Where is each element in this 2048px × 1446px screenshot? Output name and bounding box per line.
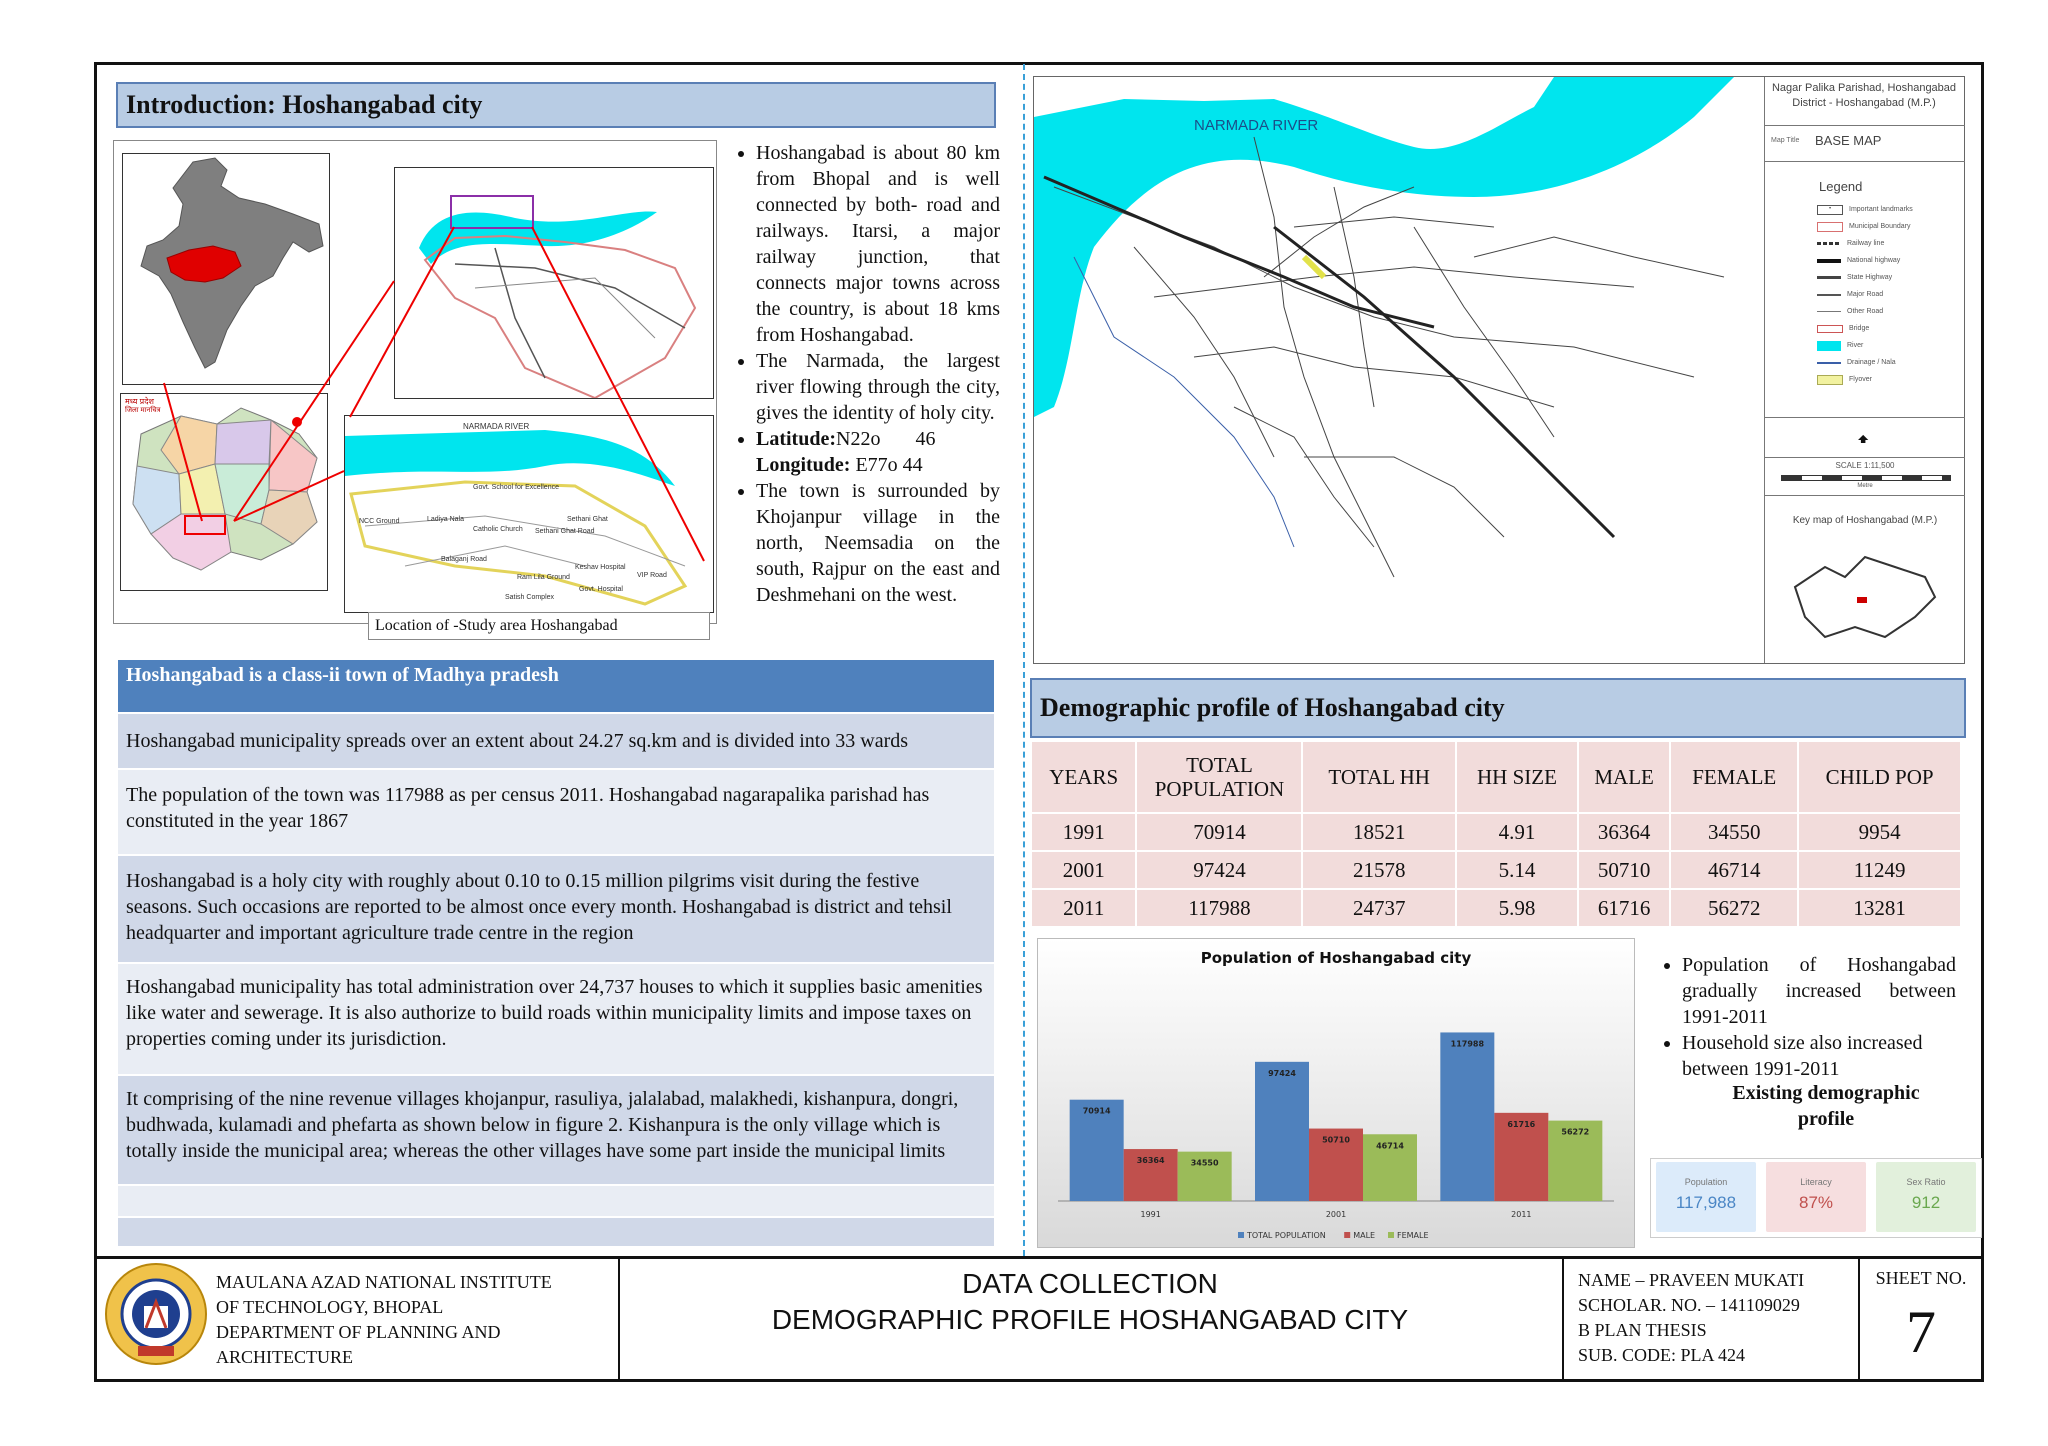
demographic-note-2: • Household size also increased between 1991-2011 [1682, 1030, 1956, 1082]
cell-year: 2011 [1032, 889, 1136, 926]
col-male: MALE [1578, 742, 1670, 813]
inset-label-hospital: Govt. Hospital [579, 586, 623, 593]
longitude-value: E77o 44 [850, 454, 923, 476]
legend-item: Other Road [1817, 303, 1957, 320]
cell-hh-size: 5.14 [1456, 851, 1578, 889]
chart-tick-label: 2011 [1511, 1210, 1532, 1219]
chart-data-label: 46714 [1376, 1141, 1404, 1151]
chart-title: Population of Hoshangabad city [1200, 949, 1472, 967]
chart-legend-swatch [1388, 1232, 1394, 1238]
cell-year: 1991 [1032, 813, 1136, 851]
population-chart [1037, 938, 1635, 1248]
town-info-row-2: The population of the town was 117988 as per census 2011. Hoshangabad nagarapalika parishad has constituted in the year 1867 [118, 768, 994, 854]
institute-line-2: OF TECHNOLOGY, BHOPAL [216, 1297, 444, 1317]
demographic-subheading: Existing demographic profile [1732, 1082, 1920, 1130]
institute-name [216, 1270, 552, 1370]
town-info-row-5: It comprising of the nine revenue villages khojanpur, rasuliya, jalalabad, malakhedi, kishanpura, dongri, budhwada, kulamadi and phefarta as shown below in figure 2. Kishanpura is the only village which is totally inside the municipal area; whereas the other villages have some part inside the municipal limits [118, 1074, 994, 1184]
inset-label-ladiya: Ladiya Nala [427, 516, 464, 523]
cell-male: 36364 [1578, 813, 1670, 851]
chart-legend-label: TOTAL POPULATION [1247, 1231, 1326, 1240]
cell-female: 46714 [1670, 851, 1798, 889]
institute-line-3: DEPARTMENT OF PLANNING AND [216, 1322, 501, 1342]
table-row [1032, 851, 1961, 889]
cell-hh-size: 5.98 [1456, 889, 1578, 926]
intro-bullets [726, 140, 1000, 608]
cell-year: 2001 [1032, 851, 1136, 889]
institute-logo [104, 1262, 208, 1366]
cell-total-population: 97424 [1136, 851, 1302, 889]
thesis-label: B PLAN THESIS [1578, 1320, 1707, 1340]
chart-data-label: 36364 [1136, 1156, 1165, 1166]
chart-tick-label: 1991 [1140, 1210, 1161, 1219]
legend-item: River [1817, 337, 1957, 354]
chart-data-label: 34550 [1190, 1158, 1219, 1168]
col-total-population: TOTAL POPULATION [1136, 742, 1302, 813]
kpi-population [1656, 1162, 1756, 1232]
kpi-label: Population [1684, 1177, 1728, 1187]
map-legend [1817, 201, 1957, 388]
legend-title: Legend [1819, 179, 1863, 194]
mp-map-title: मध्य प्रदेश [125, 397, 154, 406]
footer-divider [94, 1256, 1984, 1259]
chart-tick-label: 2001 [1325, 1210, 1347, 1219]
inset-label-balaganj: Balaganj Road [441, 556, 487, 563]
student-details [1578, 1268, 1804, 1368]
mp-map-subtitle: जिला मानचित्र [125, 407, 161, 414]
kpi-label: Literacy [1800, 1177, 1832, 1187]
cell-total-hh: 18521 [1302, 813, 1455, 851]
cell-total-hh: 21578 [1302, 851, 1455, 889]
student-name: NAME – PRAVEEN MUKATI [1578, 1270, 1805, 1290]
inset-label-ncc: NCC Ground [359, 518, 400, 525]
col-years: YEARS [1032, 742, 1136, 813]
kpi-sex-ratio [1876, 1162, 1976, 1232]
inset-label-sethani: Sethani Ghat [567, 516, 608, 523]
kpi-literacy [1766, 1162, 1866, 1232]
town-info-row-6 [118, 1184, 994, 1216]
intro-bullet-2: • The Narmada, the largest river flowing through the city, gives the identity of holy city. [756, 348, 1000, 426]
chart-legend-swatch [1344, 1232, 1350, 1238]
scale-bar [1781, 475, 1951, 481]
legend-item: Flyover [1817, 371, 1957, 388]
chart-legend-label: FEMALE [1397, 1231, 1429, 1240]
location-caption: Location of -Study area Hoshangabad [368, 612, 710, 640]
chart-data-label: 61716 [1507, 1119, 1536, 1129]
cell-female: 34550 [1670, 813, 1798, 851]
legend-item: Bridge [1817, 320, 1957, 337]
legend-item: National highway [1817, 252, 1957, 269]
town-info-table [118, 660, 994, 1246]
map-title-label: Map Title [1771, 137, 1800, 144]
kpi-value: 912 [1911, 1193, 1941, 1212]
legend-item: Major Road [1817, 286, 1957, 303]
kpi-label: Sex Ratio [1906, 1177, 1946, 1187]
intro-bullet-3 [756, 426, 1000, 478]
col-hh-size: HH SIZE [1456, 742, 1578, 813]
sheet-title-line-1: DATA COLLECTION [962, 1268, 1218, 1299]
inset-label-keshav: Keshav Hospital [575, 564, 626, 571]
table-row [1032, 889, 1961, 926]
institute-line-1: MAULANA AZAD NATIONAL INSTITUTE [216, 1272, 552, 1292]
chart-bar [1255, 1062, 1309, 1201]
cell-child-pop: 11249 [1798, 851, 1961, 889]
legend-item: State Highway [1817, 269, 1957, 286]
cell-male: 50710 [1578, 851, 1670, 889]
cell-child-pop: 13281 [1798, 889, 1961, 926]
demographic-title: Demographic profile of Hoshangabad city [1030, 678, 1966, 738]
key-map-title: Key map of Hoshangabad (M.P.) [1792, 515, 1938, 526]
cell-total-hh: 24737 [1302, 889, 1455, 926]
footer-separator [1562, 1256, 1564, 1382]
institute-line-4: ARCHITECTURE [216, 1347, 353, 1367]
chart-legend-label: MALE [1353, 1231, 1376, 1240]
inset-label-vip: VIP Road [637, 572, 667, 579]
inset-label-satish: Satish Complex [505, 594, 555, 601]
sheet-label: SHEET NO. [1875, 1268, 1967, 1288]
scale-unit: Metre [1857, 483, 1873, 489]
chart-data-label: 97424 [1268, 1068, 1296, 1078]
cell-child-pop: 9954 [1798, 813, 1961, 851]
longitude-label: Longitude: [756, 454, 851, 476]
demographic-header-row [1032, 742, 1961, 813]
location-map-panel [113, 140, 717, 624]
chart-data-label: 117988 [1450, 1039, 1485, 1049]
population-chart-svg [1038, 939, 1634, 1247]
col-total-hh: TOTAL HH [1302, 742, 1455, 813]
town-info-row-3: Hoshangabad is a holy city with roughly about 0.10 to 0.15 million pilgrims visit during the festive seasons. Such occasions are reported to be almost once every month. Hoshangabad is district and tehsil headquarter and important agriculture trade centre in the region [118, 854, 994, 962]
inset-label-school: Govt. School for Excellence [473, 484, 559, 491]
base-map-drawing [1034, 77, 1762, 663]
latitude-label: Latitude: [756, 428, 836, 450]
sheet-title [620, 1266, 1560, 1338]
inset-label-ramlila: Ram Lila Ground [517, 574, 570, 581]
town-info-row-4: Hoshangabad municipality has total administration over 24,737 houses to which it supplies basic amenities like water and sewerage. It is also authorize to build roads within municipality limits and impose taxes on properties coming under its jurisdiction. [118, 962, 994, 1074]
north-arrow-icon: 🠹 [1857, 429, 1870, 451]
demographic-note-1: • Population of Hoshangabad gradually increased between 1991-2011 [1682, 952, 1956, 1030]
chart-data-label: 70914 [1082, 1106, 1111, 1116]
demographic-notes [1652, 952, 1956, 1082]
demographic-table [1032, 742, 1962, 926]
intro-bullet-4: • The town is surrounded by Khojanpur village in the north, Neemsadia on the south, Rajpur on the east and Deshmehani on the west. [756, 478, 1000, 608]
town-info-row-1: Hoshangabad municipality spreads over an extent about 24.27 sq.km and is divided into 33 wards [118, 712, 994, 768]
inset-river-label: NARMADA RIVER [463, 422, 530, 431]
legend-item: • Important landmarks [1817, 201, 1957, 218]
base-map-panel [1033, 76, 1965, 664]
intro-title: Introduction: Hoshangabad city [116, 82, 996, 128]
col-child-pop: CHILD POP [1798, 742, 1961, 813]
latitude-value: N22o 46 [836, 428, 936, 450]
cell-total-population: 70914 [1136, 813, 1302, 851]
cell-hh-size: 4.91 [1456, 813, 1578, 851]
town-info-header: Hoshangabad is a class-ii town of Madhya pradesh [118, 660, 994, 712]
table-row [1032, 813, 1961, 851]
section-divider [1023, 64, 1025, 1256]
map-sidebar [1764, 77, 1965, 663]
sheet-title-line-2: DEMOGRAPHIC PROFILE HOSHANGABAD CITY [771, 1304, 1409, 1335]
map-scale: SCALE 1:11,500 [1835, 461, 1895, 470]
col-female: FEMALE [1670, 742, 1798, 813]
key-map-outline [1785, 547, 1945, 647]
kpi-value: 117,988 [1675, 1193, 1737, 1212]
subject-code: SUB. CODE: PLA 424 [1578, 1345, 1746, 1365]
chart-data-label: 50710 [1322, 1135, 1350, 1145]
inset-label-church: Catholic Church [473, 526, 523, 533]
chart-bar [1440, 1032, 1494, 1201]
map-title: BASE MAP [1815, 133, 1882, 148]
chart-data-label: 56272 [1561, 1127, 1590, 1137]
map-authority: Nagar Palika Parishad, Hoshangabad District - Hoshangabad (M.P.) [1771, 82, 1957, 109]
scholar-number: SCHOLAR. NO. – 141109029 [1578, 1295, 1800, 1315]
town-info-row-7 [118, 1216, 994, 1246]
legend-item: Railway line [1817, 235, 1957, 252]
kpi-value: 87% [1798, 1193, 1834, 1212]
chart-legend-swatch [1238, 1232, 1244, 1238]
map-connector-lines [114, 141, 716, 623]
intro-bullet-1: • Hoshangabad is about 80 km from Bhopal and is well connected by both- road and railways. Itarsi, a major railway junction, that connects major towns across the country, is about 18 kms from Hoshangabad. [756, 140, 1000, 348]
legend-item: Drainage / Nala [1817, 354, 1957, 371]
cell-total-population: 117988 [1136, 889, 1302, 926]
base-map-river-label: NARMADA RIVER [1194, 117, 1319, 134]
cell-female: 56272 [1670, 889, 1798, 926]
cell-male: 61716 [1578, 889, 1670, 926]
legend-item: Municipal Boundary [1817, 218, 1957, 235]
sheet-number: 7 [1906, 1299, 1936, 1365]
inset-label-sethani-road: Sethani Ghat Road [535, 528, 595, 535]
